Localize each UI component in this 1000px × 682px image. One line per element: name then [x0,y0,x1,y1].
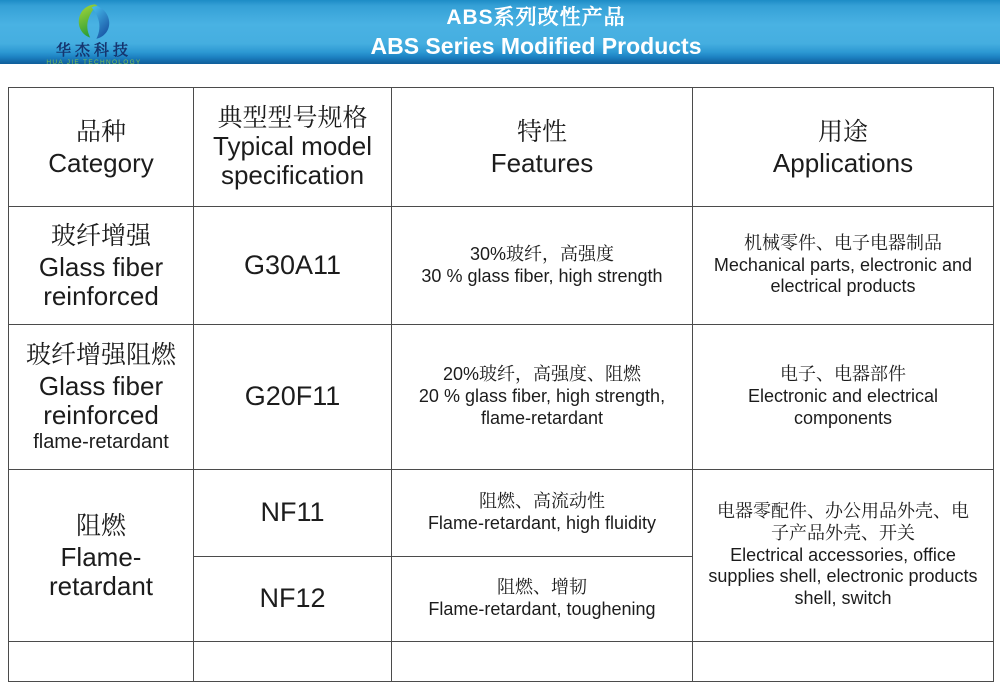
header-model-zh: 典型型号规格 [217,103,368,132]
cell-features-nf11 [392,470,693,557]
cell-applications-r3 [693,470,994,642]
model-nf12: NF12 [259,583,326,614]
features-en-nf12: Flame-retardant, toughening [428,599,656,619]
header-category-en: Category [48,148,154,179]
header-banner [0,0,1000,64]
cell-category-r1 [9,207,194,325]
cell-category-r2 [9,325,194,470]
cell-empty-4 [693,642,994,682]
category-zh-r3: 阻燃 [75,511,126,540]
applications-en-r2: Electronic and electrical components [747,386,939,428]
cell-empty-3 [392,642,693,682]
category-en-sub-r2: flame-retardant [33,431,169,454]
category-zh-r1: 玻纤增强 [50,221,151,250]
header-cell-model [194,88,392,207]
model-nf11: NF11 [260,497,325,528]
category-zh-r2: 玻纤增强阻燃 [25,340,176,369]
category-en-r1: Glass fiber reinforced [38,252,164,312]
cell-model-r2 [194,325,392,470]
applications-zh-r1: 机械零件、电子电器制品 [744,232,942,253]
cell-model-nf11 [194,470,392,557]
cell-model-r1 [194,207,392,325]
logo-company-name-en: HUA JIE TECHNOLOGY [46,59,142,66]
applications-zh-r3: 电器零配件、办公用品外壳、电子产品外壳、开关 [717,500,969,543]
cell-empty-2 [194,642,392,682]
features-zh-nf12: 阻燃、增韧 [497,577,587,598]
logo-company-name-zh: 华杰科技 [55,42,132,59]
header-category-zh: 品种 [75,117,126,146]
table-row-glass-fiber-fr [9,325,994,470]
banner-title-zh: ABS系列改性产品 [446,6,626,30]
features-en-nf11: Flame-retardant, high fluidity [427,513,657,533]
cell-features-nf12 [392,557,693,642]
company-logo [26,2,162,67]
applications-zh-r2: 电子、电器部件 [780,364,906,385]
header-model-en: Typical model specification [213,131,372,191]
header-features-zh: 特性 [516,117,567,146]
huajie-logo-icon [26,2,162,41]
table-row-glass-fiber [9,207,994,325]
header-features-en: Features [490,148,594,179]
cell-empty-1 [9,642,194,682]
header-cell-features [392,88,693,207]
header-cell-category [9,88,194,207]
header-applications-zh: 用途 [817,117,868,146]
cell-applications-r2 [693,325,994,470]
header-cell-applications [693,88,994,207]
applications-en-r1: Mechanical parts, electronic and electrical products [713,254,973,297]
cell-applications-r1 [693,207,994,325]
features-zh-r2: 20%玻纤，高强度、阻燃 [442,364,642,385]
category-en-r3: Flame-retardant [48,542,154,602]
cell-features-r1 [392,207,693,325]
table-row-partial [9,642,994,682]
cell-category-r3 [9,470,194,642]
features-en-r1: 30 % glass fiber, high strength [421,265,663,286]
cell-model-nf12 [194,557,392,642]
features-en-r2: 20 % glass fiber, high strength, flame-retardant [418,386,666,428]
banner-title-en: ABS Series Modified Products [370,33,702,60]
header-applications-en: Applications [772,148,914,179]
model-r2: G20F11 [244,381,341,412]
model-r1: G30A11 [243,249,342,280]
cell-features-r2 [392,325,693,470]
table-header-row [9,88,994,207]
features-zh-nf11: 阻燃、高流动性 [479,491,605,512]
features-zh-r1: 30%玻纤，高强度 [469,243,615,264]
table-row-flame-retardant-nf11 [9,470,994,557]
category-en-r2: Glass fiber reinforced [38,371,164,431]
product-spec-table [8,87,994,682]
applications-en-r3: Electrical accessories, office supplies shell, electronic products shell, switch [708,544,978,609]
